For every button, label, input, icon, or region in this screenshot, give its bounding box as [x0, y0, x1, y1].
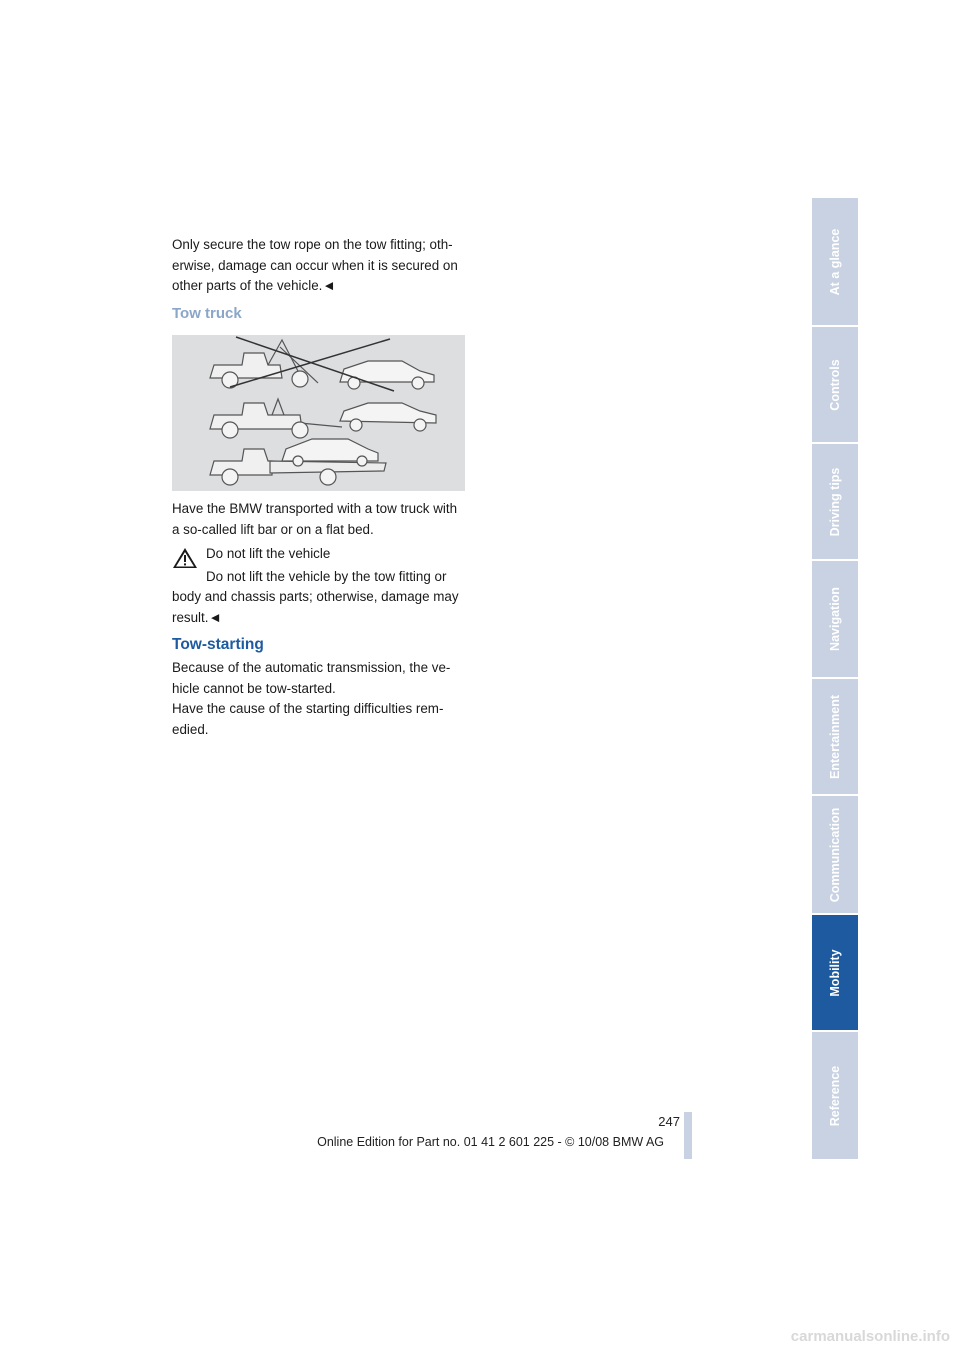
warning-triangle-icon [172, 546, 198, 570]
tow-truck-drawing [172, 335, 465, 491]
tab-entertainment[interactable] [812, 679, 858, 794]
tow-truck-heading: Tow truck [172, 305, 242, 322]
tab-at-a-glance[interactable] [812, 198, 858, 325]
tow-starting-paragraph-1: Because of the automatic transmission, the ve-hicle cannot be tow-started. [172, 660, 451, 696]
tow-truck-illustration [172, 335, 465, 491]
tab-label: Communication [828, 807, 842, 902]
tab-label: Controls [828, 358, 842, 411]
warning-title: Do not lift the vehicle [206, 546, 331, 561]
warning-text-line1: Do not lift the vehicle by the tow fitting or [206, 569, 447, 584]
watermark: carmanualsonline.info [790, 1328, 950, 1345]
tow-starting-heading: Tow-starting [172, 636, 264, 653]
tab-label: Navigation [828, 587, 842, 651]
warning-text-line2: body and chassis parts; otherwise, damage may result.◄ [172, 589, 459, 625]
tab-label: At a glance [828, 228, 842, 295]
page-number: 247 [658, 1114, 680, 1129]
tab-label: Mobility [828, 948, 842, 997]
tab-mobility[interactable] [812, 915, 858, 1030]
tab-navigation[interactable] [812, 561, 858, 677]
tab-reference[interactable] [812, 1032, 858, 1159]
footer-marker-bar [684, 1112, 692, 1159]
tab-driving-tips[interactable] [812, 444, 858, 559]
tab-label: Entertainment [828, 694, 842, 779]
intro-paragraph: Only secure the tow rope on the tow fitting; oth-erwise, damage can occur when it is secured on other parts of the vehicle.◄ [172, 237, 458, 293]
tab-communication[interactable] [812, 796, 858, 913]
footer-text: Online Edition for Part no. 01 41 2 601 225 - © 10/08 BMW AG [317, 1135, 664, 1149]
tow-starting-paragraph-2: Have the cause of the starting difficulties rem-edied. [172, 701, 444, 737]
tab-label: Reference [828, 1065, 842, 1126]
tab-label: Driving tips [828, 467, 842, 536]
tow-truck-paragraph: Have the BMW transported with a tow truck with a so-called lift bar or on a flat bed. [172, 501, 458, 537]
tab-controls[interactable] [812, 327, 858, 442]
